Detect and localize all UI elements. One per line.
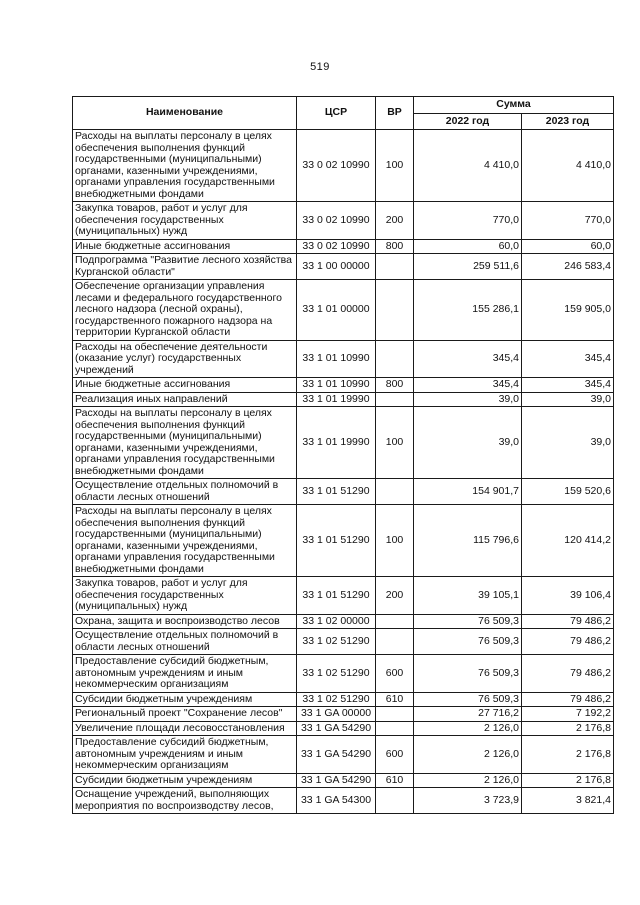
row-2023-cell: 79 486,2 (522, 614, 614, 629)
row-2022-cell: 2 126,0 (414, 773, 522, 788)
row-name-cell: Закупка товаров, работ и услуг для обеспечения государственных (муниципальных) нужд (73, 202, 297, 240)
row-2022-cell: 2 126,0 (414, 736, 522, 774)
row-vr-cell (376, 340, 414, 378)
row-2022-cell: 154 901,7 (414, 479, 522, 505)
col-header-vr: ВР (376, 97, 414, 130)
row-csr-cell: 33 0 02 10990 (297, 130, 376, 202)
row-vr-cell: 100 (376, 407, 414, 479)
table-header (73, 97, 614, 130)
table-row (73, 479, 614, 505)
col-header-2022: 2022 год (414, 113, 522, 130)
row-2022-cell: 76 509,3 (414, 655, 522, 693)
row-2023-cell: 60,0 (522, 239, 614, 254)
row-vr-cell (376, 707, 414, 722)
row-vr-cell: 200 (376, 577, 414, 615)
row-csr-cell: 33 1 01 51290 (297, 479, 376, 505)
table-row (73, 202, 614, 240)
row-2023-cell: 79 486,2 (522, 629, 614, 655)
budget-table (72, 96, 614, 814)
row-vr-cell: 600 (376, 655, 414, 693)
row-vr-cell: 610 (376, 773, 414, 788)
page-number: 519 (310, 61, 330, 73)
row-name-cell: Обеспечение организации управления лесами и федерального государственного лесного надзора (лесной охраны), государственного пожарного надзора на территории Курганской области (73, 280, 297, 341)
row-csr-cell: 33 1 01 10990 (297, 378, 376, 393)
row-2022-cell: 4 410,0 (414, 130, 522, 202)
row-vr-cell: 200 (376, 202, 414, 240)
row-2022-cell: 39,0 (414, 392, 522, 407)
row-csr-cell: 33 1 02 51290 (297, 692, 376, 707)
row-2022-cell: 115 796,6 (414, 505, 522, 577)
row-csr-cell: 33 1 00 00000 (297, 254, 376, 280)
row-2023-cell: 120 414,2 (522, 505, 614, 577)
row-2023-cell: 4 410,0 (522, 130, 614, 202)
table-row (73, 392, 614, 407)
row-2022-cell: 3 723,9 (414, 788, 522, 814)
row-2022-cell: 345,4 (414, 340, 522, 378)
col-header-2023: 2023 год (522, 113, 614, 130)
row-name-cell: Предоставление субсидий бюджетным, автономным учреждениям и иным некоммерческим организациям (73, 655, 297, 693)
row-2022-cell: 2 126,0 (414, 721, 522, 736)
table-row (73, 692, 614, 707)
row-2022-cell: 27 716,2 (414, 707, 522, 722)
row-csr-cell: 33 1 01 19990 (297, 407, 376, 479)
table-row (73, 130, 614, 202)
row-name-cell: Осуществление отдельных полномочий в области лесных отношений (73, 479, 297, 505)
row-vr-cell (376, 254, 414, 280)
row-name-cell: Иные бюджетные ассигнования (73, 239, 297, 254)
row-csr-cell: 33 1 01 19990 (297, 392, 376, 407)
table-row (73, 407, 614, 479)
row-name-cell: Предоставление субсидий бюджетным, автономным учреждениям и иным некоммерческим организациям (73, 736, 297, 774)
row-vr-cell (376, 721, 414, 736)
row-vr-cell: 800 (376, 378, 414, 393)
row-2022-cell: 345,4 (414, 378, 522, 393)
row-vr-cell (376, 614, 414, 629)
row-csr-cell: 33 1 GA 54300 (297, 788, 376, 814)
row-vr-cell (376, 392, 414, 407)
row-2022-cell: 60,0 (414, 239, 522, 254)
row-csr-cell: 33 0 02 10990 (297, 202, 376, 240)
col-header-sum: Сумма (414, 97, 614, 114)
row-vr-cell: 800 (376, 239, 414, 254)
row-2023-cell: 3 821,4 (522, 788, 614, 814)
row-csr-cell: 33 1 02 51290 (297, 629, 376, 655)
row-name-cell: Подпрограмма "Развитие лесного хозяйства Курганской области" (73, 254, 297, 280)
row-csr-cell: 33 1 01 51290 (297, 577, 376, 615)
row-name-cell: Реализация иных направлений (73, 392, 297, 407)
row-2023-cell: 7 192,2 (522, 707, 614, 722)
table-row (73, 378, 614, 393)
row-2023-cell: 159 520,6 (522, 479, 614, 505)
row-2022-cell: 155 286,1 (414, 280, 522, 341)
row-csr-cell: 33 1 01 10990 (297, 340, 376, 378)
table-row (73, 707, 614, 722)
row-csr-cell: 33 1 GA 54290 (297, 721, 376, 736)
row-name-cell: Охрана, защита и воспроизводство лесов (73, 614, 297, 629)
row-2023-cell: 345,4 (522, 340, 614, 378)
row-vr-cell (376, 788, 414, 814)
row-csr-cell: 33 1 01 51290 (297, 505, 376, 577)
row-name-cell: Увеличение площади лесовосстановления (73, 721, 297, 736)
row-name-cell: Оснащение учреждений, выполняющих мероприятия по воспроизводству лесов, (73, 788, 297, 814)
row-2023-cell: 2 176,8 (522, 736, 614, 774)
col-header-name: Наименование (73, 97, 297, 130)
col-header-csr: ЦСР (297, 97, 376, 130)
row-csr-cell: 33 1 02 00000 (297, 614, 376, 629)
table-row (73, 788, 614, 814)
table-row (73, 505, 614, 577)
row-2023-cell: 345,4 (522, 378, 614, 393)
row-2023-cell: 246 583,4 (522, 254, 614, 280)
table-row (73, 280, 614, 341)
row-name-cell: Субсидии бюджетным учреждениям (73, 773, 297, 788)
row-name-cell: Субсидии бюджетным учреждениям (73, 692, 297, 707)
row-name-cell: Региональный проект "Сохранение лесов" (73, 707, 297, 722)
row-vr-cell (376, 479, 414, 505)
header-row-1 (73, 97, 614, 114)
table-row (73, 629, 614, 655)
row-name-cell: Иные бюджетные ассигнования (73, 378, 297, 393)
row-2023-cell: 2 176,8 (522, 773, 614, 788)
row-vr-cell: 100 (376, 130, 414, 202)
table-row (73, 736, 614, 774)
row-vr-cell (376, 629, 414, 655)
row-vr-cell: 100 (376, 505, 414, 577)
table-row (73, 254, 614, 280)
row-name-cell: Расходы на обеспечение деятельности (оказание услуг) государственных учреждений (73, 340, 297, 378)
row-name-cell: Расходы на выплаты персоналу в целях обеспечения выполнения функций государственными (муниципальными) органами, казенными учреждениями, органами управления государственными внебюджетными фондами (73, 407, 297, 479)
row-vr-cell (376, 280, 414, 341)
row-csr-cell: 33 1 02 51290 (297, 655, 376, 693)
row-2023-cell: 159 905,0 (522, 280, 614, 341)
table-row (73, 577, 614, 615)
row-2023-cell: 39 106,4 (522, 577, 614, 615)
row-vr-cell: 600 (376, 736, 414, 774)
row-csr-cell: 33 1 GA 54290 (297, 773, 376, 788)
table-body (73, 130, 614, 814)
row-vr-cell: 610 (376, 692, 414, 707)
row-2022-cell: 39 105,1 (414, 577, 522, 615)
row-2022-cell: 76 509,3 (414, 692, 522, 707)
row-2023-cell: 2 176,8 (522, 721, 614, 736)
row-csr-cell: 33 1 GA 00000 (297, 707, 376, 722)
table-row (73, 239, 614, 254)
row-name-cell: Расходы на выплаты персоналу в целях обеспечения выполнения функций государственными (муниципальными) органами, казенными учреждениями, органами управления государственными внебюджетными фондами (73, 130, 297, 202)
row-name-cell: Осуществление отдельных полномочий в области лесных отношений (73, 629, 297, 655)
row-2023-cell: 79 486,2 (522, 655, 614, 693)
row-2023-cell: 39,0 (522, 407, 614, 479)
row-csr-cell: 33 1 01 00000 (297, 280, 376, 341)
row-2023-cell: 79 486,2 (522, 692, 614, 707)
row-2022-cell: 259 511,6 (414, 254, 522, 280)
table-row (73, 614, 614, 629)
row-2022-cell: 39,0 (414, 407, 522, 479)
row-name-cell: Закупка товаров, работ и услуг для обеспечения государственных (муниципальных) нужд (73, 577, 297, 615)
row-name-cell: Расходы на выплаты персоналу в целях обеспечения выполнения функций государственными (муниципальными) органами, казенными учреждениями, органами управления государственными внебюджетными фондами (73, 505, 297, 577)
table-row (73, 340, 614, 378)
row-2022-cell: 76 509,3 (414, 614, 522, 629)
table-row (73, 773, 614, 788)
row-2022-cell: 76 509,3 (414, 629, 522, 655)
row-2023-cell: 39,0 (522, 392, 614, 407)
row-csr-cell: 33 1 GA 54290 (297, 736, 376, 774)
table-row (73, 655, 614, 693)
row-2023-cell: 770,0 (522, 202, 614, 240)
table-row (73, 721, 614, 736)
row-2022-cell: 770,0 (414, 202, 522, 240)
row-csr-cell: 33 0 02 10990 (297, 239, 376, 254)
